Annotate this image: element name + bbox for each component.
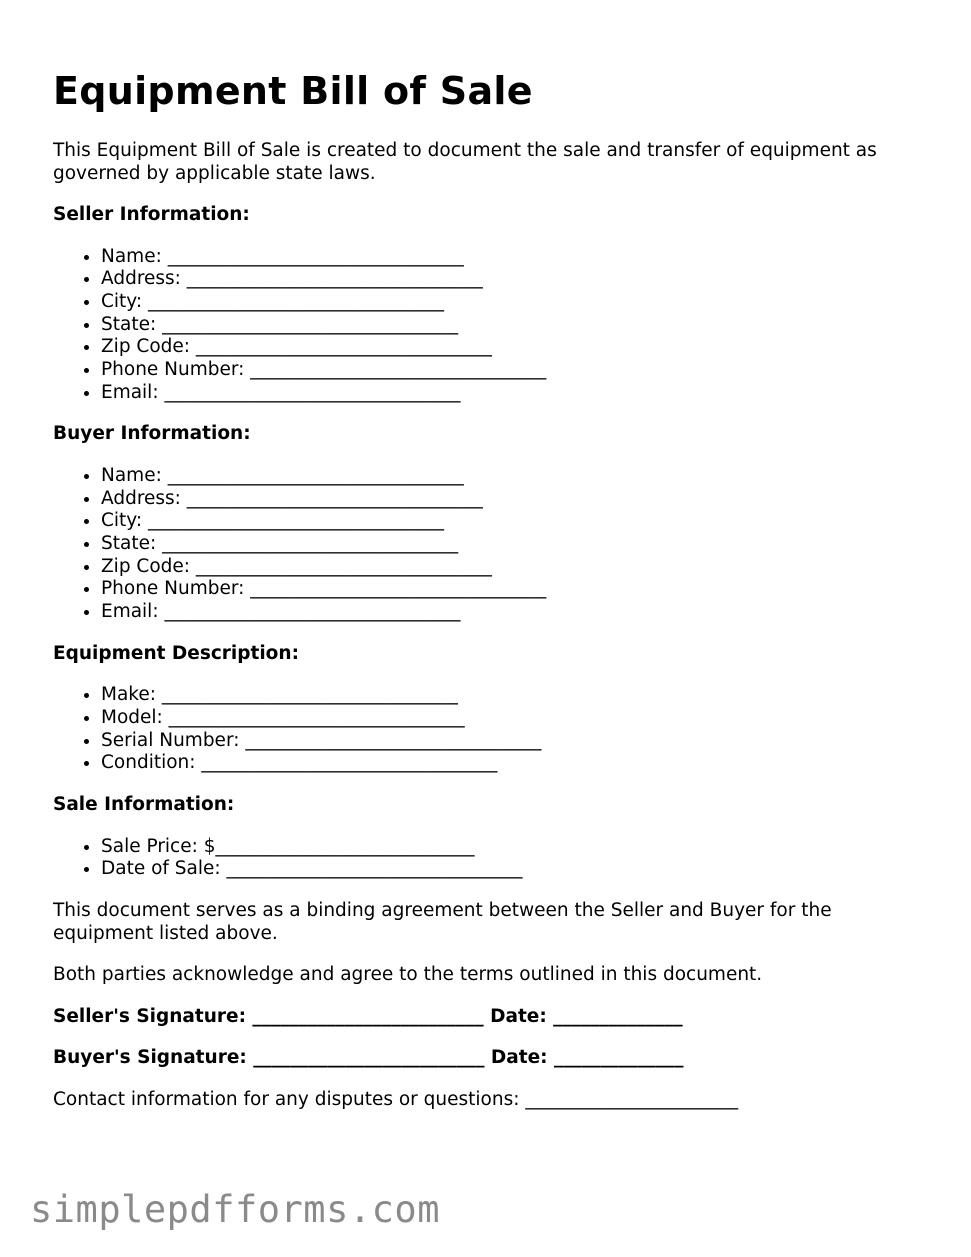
sale-section-heading: Sale Information: — [53, 794, 235, 816]
equipment-condition-field[interactable]: • Condition: ________________________________ — [101, 752, 933, 775]
equipment-make-field[interactable]: • Make: ________________________________ — [101, 684, 933, 707]
document-title: Equipment Bill of Sale — [53, 69, 533, 113]
equipment-serial-field[interactable]: • Serial Number: ________________________________ — [101, 730, 933, 753]
seller-zip-field[interactable]: • Zip Code: ________________________________ — [101, 336, 933, 359]
equipment-section-heading: Equipment Description: — [53, 642, 299, 664]
seller-address-field[interactable]: • Address: ________________________________ — [101, 268, 933, 291]
buyer-zip-field[interactable]: • Zip Code: ________________________________ — [101, 556, 933, 579]
seller-phone-field[interactable]: • Phone Number: ________________________________ — [101, 359, 933, 382]
seller-email-field[interactable]: • Email: ________________________________ — [101, 382, 933, 405]
buyer-name-field[interactable]: • Name: ________________________________ — [101, 465, 933, 488]
buyer-phone-field[interactable]: • Phone Number: ________________________________ — [101, 578, 933, 601]
intro-paragraph: This Equipment Bill of Sale is created to document the sale and transfer of equipment as governed by applicable state laws. — [53, 140, 877, 184]
buyer-email-field[interactable]: • Email: ________________________________ — [101, 601, 933, 624]
binding-agreement-text: This document serves as a binding agreement between the Seller and Buyer for the equipment listed above. — [53, 900, 832, 944]
buyer-city-field[interactable]: • City: ________________________________ — [101, 510, 933, 533]
seller-field-list — [53, 246, 933, 405]
equipment-model-field[interactable]: • Model: ________________________________ — [101, 707, 933, 730]
seller-signature-line[interactable]: Seller's Signature: _________________________ Date: ______________ — [53, 1005, 683, 1027]
seller-section-heading: Seller Information: — [53, 204, 250, 225]
seller-city-field[interactable]: • City: ________________________________ — [101, 291, 933, 314]
buyer-field-list — [53, 465, 933, 624]
sale-price-field[interactable]: • Sale Price: $____________________________ — [101, 836, 933, 859]
document-page — [53, 66, 933, 1111]
buyer-signature-line[interactable]: Buyer's Signature: _________________________ Date: ______________ — [53, 1047, 684, 1069]
buyer-address-field[interactable]: • Address: ________________________________ — [101, 488, 933, 511]
contact-info-line[interactable]: Contact information for any disputes or questions: _______________________ — [53, 1088, 739, 1110]
sale-field-list — [53, 836, 933, 881]
seller-state-field[interactable]: • State: ________________________________ — [101, 314, 933, 337]
sale-date-field[interactable]: • Date of Sale: ________________________________ — [101, 858, 933, 881]
equipment-field-list — [53, 684, 933, 775]
seller-name-field[interactable]: • Name: ________________________________ — [101, 246, 933, 269]
watermark-text: simplepdfforms.com — [30, 1188, 440, 1231]
acknowledgement-text: Both parties acknowledge and agree to the terms outlined in this document. — [53, 964, 763, 986]
buyer-state-field[interactable]: • State: ________________________________ — [101, 533, 933, 556]
buyer-section-heading: Buyer Information: — [53, 423, 251, 445]
